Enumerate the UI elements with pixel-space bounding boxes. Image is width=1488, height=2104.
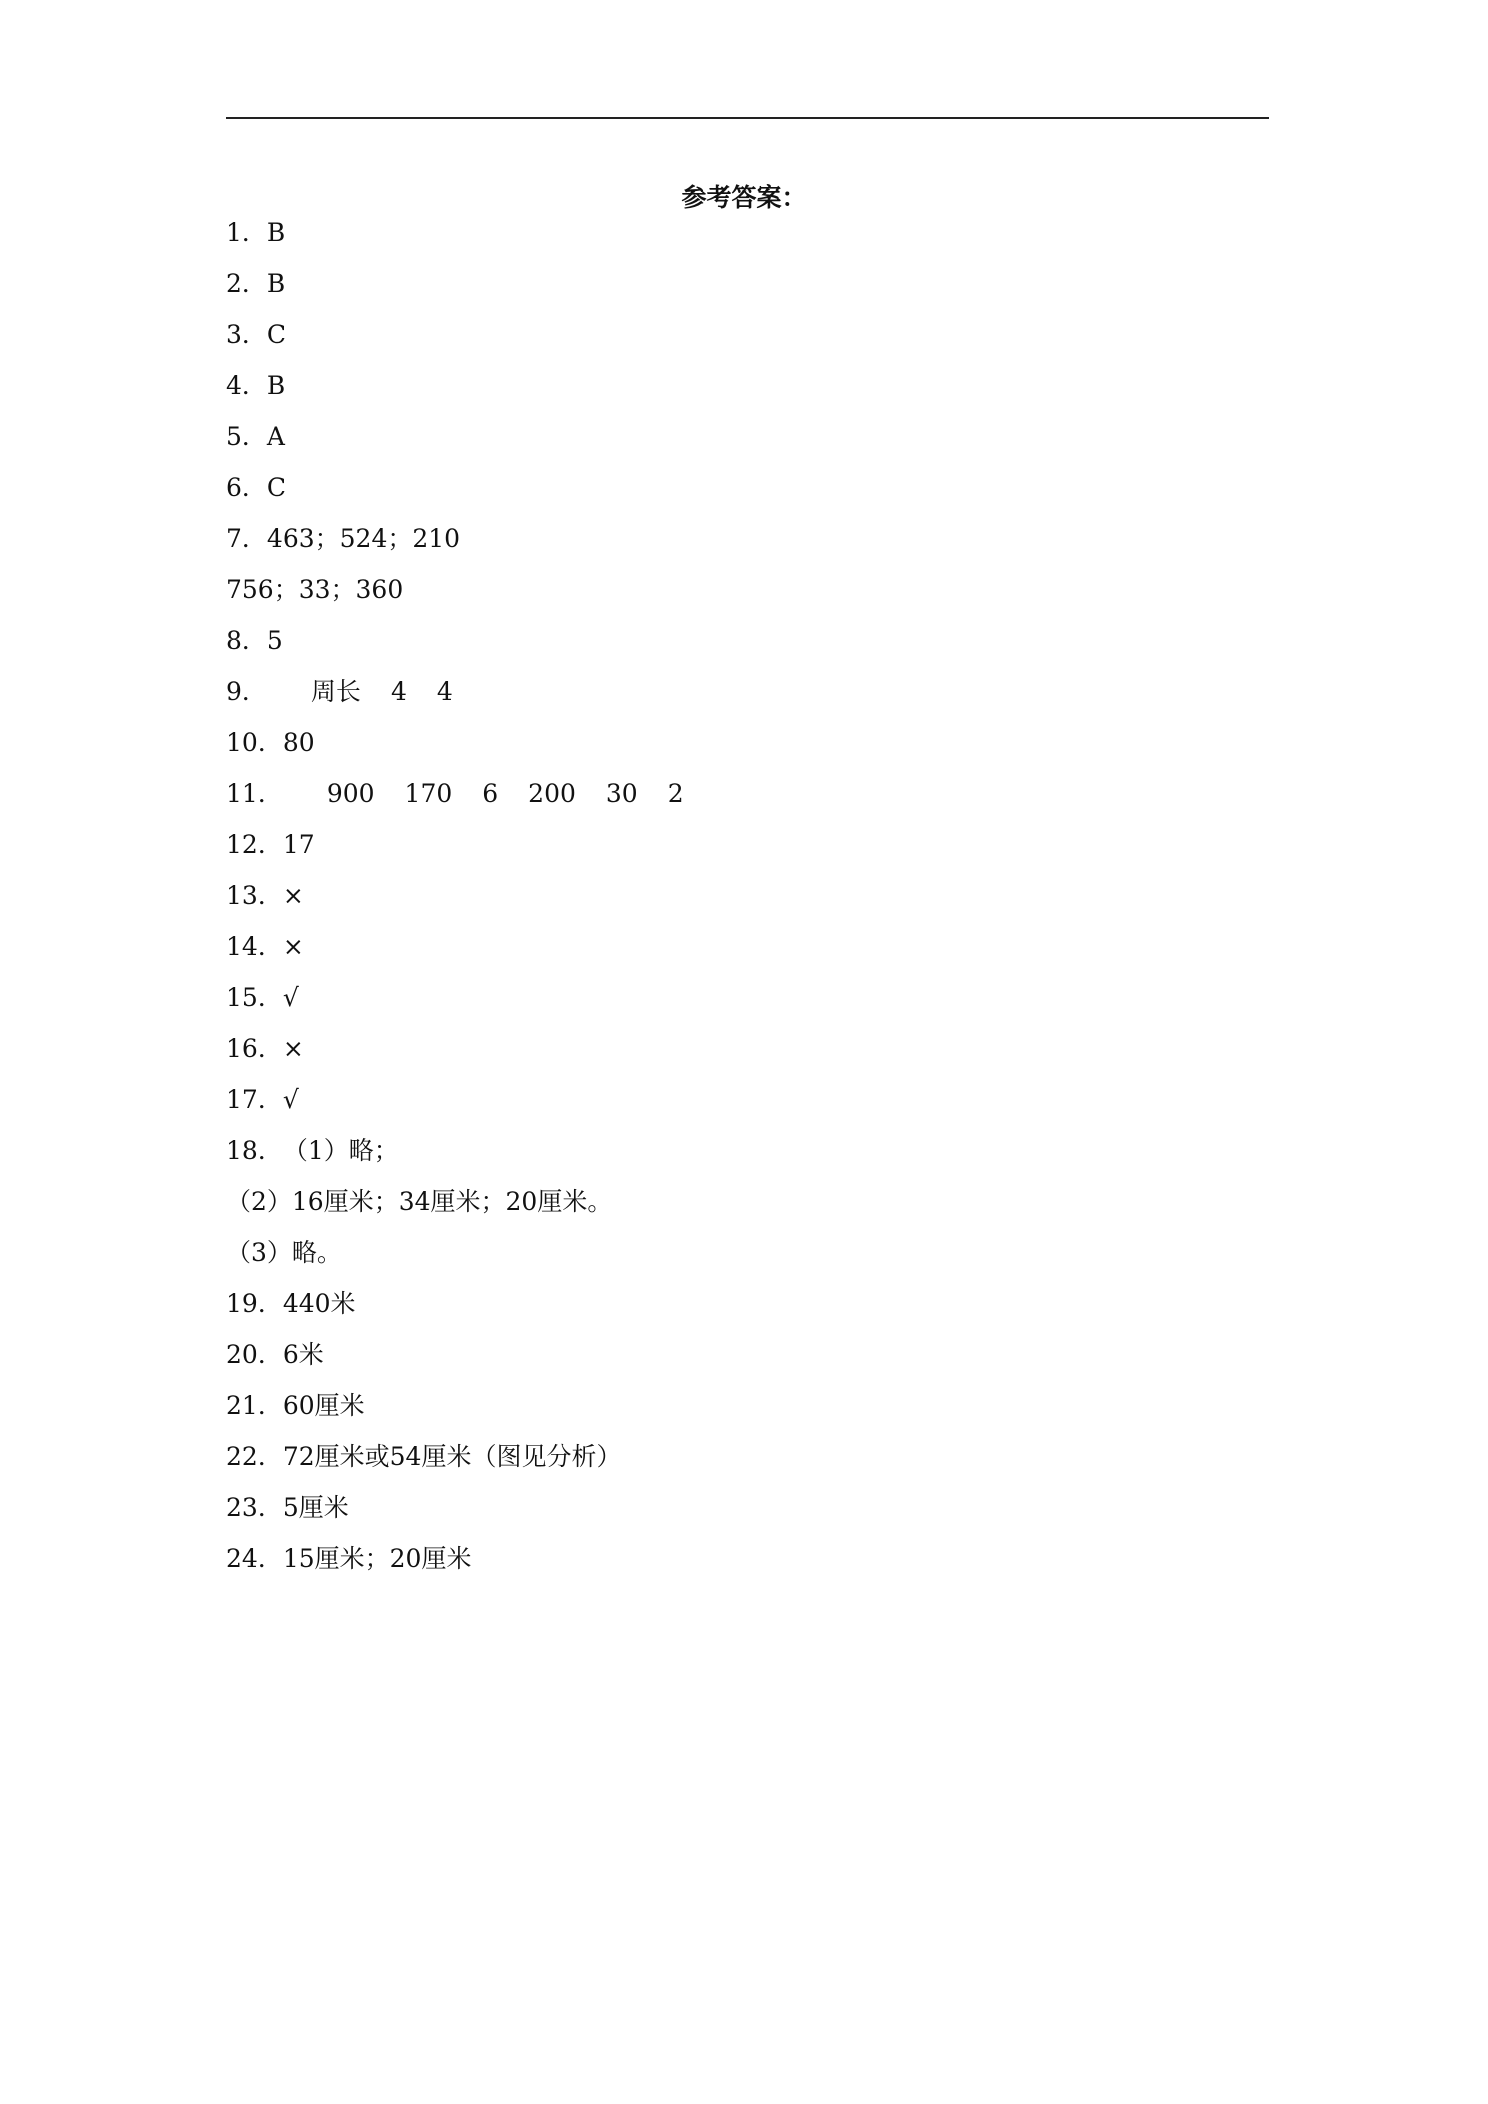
answer-text: × [282,1034,304,1063]
answer-text: 72厘米或54厘米（图见分析） [282,1442,622,1471]
answer-text: （1）略； [282,1136,399,1165]
answer-blank-value: 30 [605,779,638,808]
answer-line [226,522,1226,573]
answer-line [226,1236,1226,1287]
answer-text: √ [282,1085,299,1114]
answer-separator: ． [241,626,267,655]
answer-number: 7 [226,524,242,553]
answer-separator: ． [257,1442,283,1471]
answer-text: × [282,932,304,961]
answer-number: 16 [226,1034,258,1063]
answer-number: 21 [226,1391,258,1420]
answer-separator: ． [257,1340,283,1369]
answer-text: B [266,218,286,247]
answer-separator: ． [241,371,267,400]
answer-line [226,675,1226,726]
answer-separator: ． [257,983,283,1012]
answer-number: 22 [226,1442,258,1471]
answer-blank-value: 4 [436,677,453,706]
answer-number: 4 [226,371,242,400]
answer-separator: ． [257,1289,283,1318]
answer-number: 24 [226,1544,258,1573]
answer-separator: ． [241,320,267,349]
answer-separator: ． [257,779,283,808]
answer-blank-value: 6 [482,779,499,808]
answer-number: 9 [226,677,242,706]
answer-separator: ． [241,677,267,706]
answer-line [226,216,1226,267]
answer-separator: ． [241,473,267,502]
answer-line [226,1338,1226,1389]
answer-number: 12 [226,830,258,859]
answer-separator: ． [257,1034,283,1063]
answer-text: （3）略。 [226,1238,342,1267]
page-title: 参考答案： [681,183,807,212]
answer-separator: ． [257,881,283,910]
answer-text: C [266,473,287,502]
answer-number: 23 [226,1493,258,1522]
answer-list [226,216,1226,1593]
answer-text: 15厘米；20厘米 [282,1544,472,1573]
answer-line [226,1185,1226,1236]
answer-separator: ． [257,728,283,757]
answer-text: C [266,320,287,349]
answer-line [226,471,1226,522]
answer-number: 17 [226,1085,258,1114]
answer-blank-value: 900 [326,779,375,808]
answer-line [226,1389,1226,1440]
answer-number: 18 [226,1136,258,1165]
answer-separator: ． [257,1391,283,1420]
answer-line [226,1032,1226,1083]
answer-text: × [282,881,304,910]
answer-number: 15 [226,983,258,1012]
answer-number: 3 [226,320,242,349]
answer-separator: ． [241,524,267,553]
answer-text: 6米 [282,1340,324,1369]
answer-line [226,1491,1226,1542]
answer-separator: ． [241,218,267,247]
answer-number: 19 [226,1289,258,1318]
answer-line [226,1134,1226,1185]
answer-text: 80 [282,728,315,757]
answer-line [226,930,1226,981]
answer-text: 17 [282,830,315,859]
answer-number: 6 [226,473,242,502]
answer-text: B [266,269,286,298]
answer-separator: ． [257,830,283,859]
answer-line [226,1083,1226,1134]
answer-line [226,573,1226,624]
answer-text: 5厘米 [282,1493,349,1522]
answer-number: 8 [226,626,242,655]
answer-text: A [266,422,285,451]
answer-text: （2）16厘米；34厘米；20厘米。 [226,1187,613,1216]
answer-line [226,1542,1226,1593]
answer-text: 440米 [282,1289,356,1318]
answer-line [226,828,1226,879]
answer-blank-value: 170 [404,779,453,808]
answer-text: √ [282,983,299,1012]
answer-line [226,879,1226,930]
answer-blank-value: 200 [528,779,576,808]
answer-blank-value: 2 [667,779,684,808]
answer-number: 10 [226,728,258,757]
answer-line [226,777,1226,828]
answer-separator: ． [257,1085,283,1114]
answer-number: 11 [226,779,258,808]
answer-number: 14 [226,932,258,961]
answer-line [226,624,1226,675]
answer-text: 756；33；360 [226,575,404,604]
answer-line [226,981,1226,1032]
answer-number: 2 [226,269,242,298]
answer-text: B [266,371,286,400]
answer-line [226,318,1226,369]
header-rule [226,117,1269,119]
answer-line [226,420,1226,471]
answer-text: 463；524；210 [266,524,461,553]
answer-separator: ． [257,1136,283,1165]
answer-text: 60厘米 [282,1391,365,1420]
answer-line [226,1440,1226,1491]
answer-number: 1 [226,218,242,247]
answer-line [226,726,1226,777]
answer-blank-value: 4 [390,677,407,706]
answer-number: 20 [226,1340,258,1369]
answer-text: 5 [266,626,283,655]
answer-line [226,267,1226,318]
answer-separator: ． [257,1544,283,1573]
answer-line [226,369,1226,420]
answer-separator: ． [241,422,267,451]
answer-number: 5 [226,422,242,451]
answer-separator: ． [241,269,267,298]
answer-separator: ． [257,1493,283,1522]
answer-blank-value: 周长 [310,677,361,706]
answer-separator: ． [257,932,283,961]
answer-line [226,1287,1226,1338]
answer-number: 13 [226,881,258,910]
